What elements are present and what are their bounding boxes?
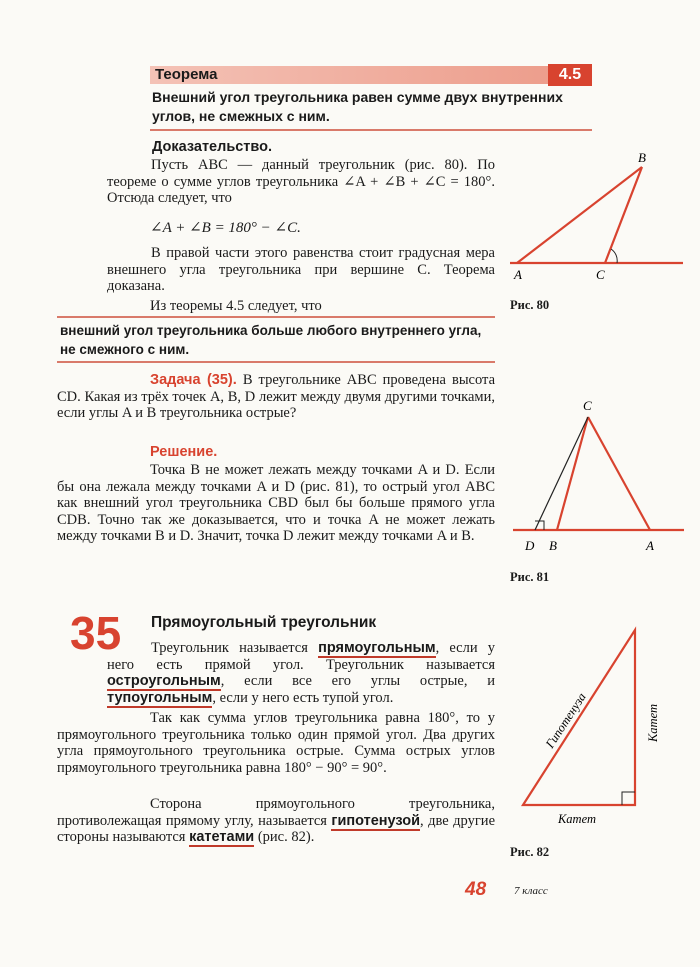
theorem-rule [150, 129, 592, 131]
fig82-right-triangle [523, 630, 635, 805]
fig81-right-angle-mark [535, 521, 544, 530]
fig80-caption: Рис. 80 [510, 298, 550, 312]
term-acute-triangle: остроугольным [107, 673, 221, 690]
figure-81 [508, 395, 688, 565]
p3-text-b: , две другие стороны называются [57, 812, 496, 846]
theorem-heading: Теорема [155, 66, 218, 83]
p1-text-a: Треугольник называется [151, 640, 319, 656]
corollary-text: внешний угол треугольника больше любого внутреннего угла, не смежного с ним. [60, 323, 482, 357]
term-obtuse-triangle: тупоугольным [107, 689, 213, 706]
figure-80 [505, 145, 685, 295]
term-right-triangle: прямоугольным [318, 640, 436, 656]
fig82-hypotenuse-label: Гипотенуза [542, 690, 589, 751]
fig81-label-a: A [646, 538, 654, 553]
term-hypotenuse: гипотенузой [331, 812, 421, 829]
page-number: 48 [465, 879, 487, 900]
proof-paragraph-2: В правой части этого равенства стоит градусная мера внешнего угла треугольника при вершине C. Теорема доказана. [107, 245, 495, 295]
task-text: В треугольнике ABC проведена высота CD. Какая из трёх точек A, B, D лежит между двумя другими точками, если углы A и B треугольника острые? [57, 372, 496, 422]
proof-paragraph-3: Из теоремы 4.5 следует, что [150, 298, 322, 314]
corollary-rule-top [57, 316, 495, 318]
section-paragraph-1 [107, 640, 495, 706]
fig82-caption: Рис. 82 [510, 845, 550, 859]
grade-label: 7 класс [514, 885, 548, 897]
proof-paragraph-1: Пусть ABC — данный треугольник (рис. 80). По теореме о сумме углов треугольника ∠A + ∠B + ∠C = 180°. Отсюда следует, что [107, 157, 495, 207]
section-paragraph-2: Так как сумма углов треугольника равна 180°, то у прямоугольного треугольника только один прямой угол. Два других угла прямоугольного треугольника острые. Сумма острых углов прямоугольного треугольника равна 180° − 90° = 90°. [57, 710, 495, 776]
corollary-rule-bottom [57, 361, 495, 363]
figure-82 [505, 622, 690, 842]
fig82-leg-horizontal-label: Катет [558, 812, 596, 826]
fig81-label-c: C [583, 398, 592, 413]
theorem-text: Внешний угол треугольника равен сумме двух внутренних углов, не смежных с ним. [152, 89, 563, 124]
fig80-label-c: C [596, 267, 605, 282]
proof-formula: ∠A + ∠B = 180° − ∠C. [150, 220, 301, 236]
fig82-leg-vertical-label: Катет [646, 704, 660, 742]
task-paragraph [57, 372, 495, 422]
theorem-number: 4.5 [548, 64, 592, 86]
solution-text: Точка B не может лежать между точками A и D. Если бы она лежала между точками A и D (рис. 81), то острый угол ABC как внешний угол треугольника CBD был бы больше прямого угла CDB. Точно так же доказывается, что и точка A не может лежать между точками B и D. Значит, точка D лежит между точками A и B. [57, 462, 495, 545]
task-label: Задача (35). [150, 372, 237, 388]
fig81-side-ca [588, 417, 650, 530]
p1-text-b: , если у него есть прямой угол. Треугольник называется [107, 640, 496, 673]
p1-text-d: , если у него есть тупой угол. [212, 689, 394, 706]
p3-text-c: (рис. 82). [254, 829, 315, 846]
section-paragraph-3 [57, 796, 495, 846]
fig80-label-b: B [638, 150, 646, 165]
fig82-right-angle-mark [622, 792, 635, 805]
section-number: 35 [70, 607, 122, 659]
p1-text-c: , если все его углы острые, и [220, 673, 495, 690]
fig81-label-d: D [525, 538, 535, 553]
proof-heading: Доказательство. [152, 139, 273, 155]
term-legs: катетами [189, 829, 255, 846]
fig80-exterior-angle-arc [611, 249, 617, 263]
fig80-label-a: A [514, 267, 522, 282]
fig81-caption: Рис. 81 [510, 570, 550, 584]
solution-heading: Решение. [150, 444, 218, 460]
section-title: Прямоугольный треугольник [151, 614, 377, 631]
p3-text-a: Сторона прямоугольного треугольника, противолежащая прямому углу, называется [57, 796, 495, 829]
fig81-label-b: B [549, 538, 557, 553]
